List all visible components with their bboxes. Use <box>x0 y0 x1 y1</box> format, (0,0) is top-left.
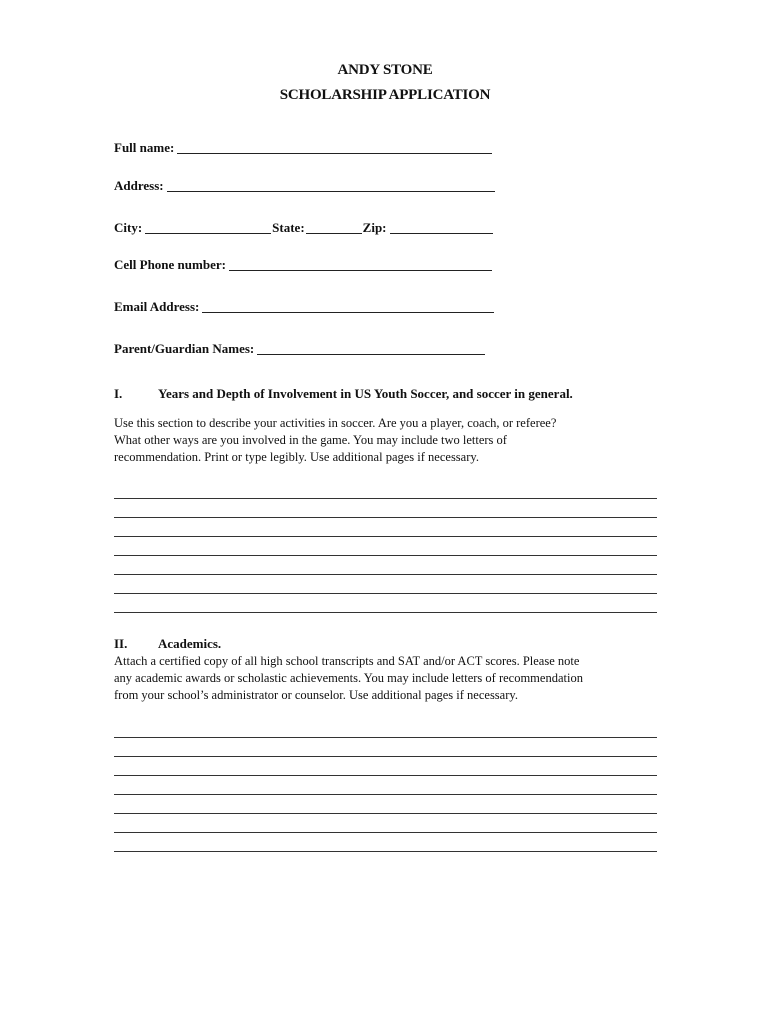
zip-field[interactable] <box>390 221 493 234</box>
section2-answer-line[interactable] <box>114 813 657 814</box>
section1-line: Use this section to describe your activities in soccer. Are you a player, coach, or referee? <box>114 416 557 430</box>
email-label: Email Address: <box>114 299 200 314</box>
section2-answer-line[interactable] <box>114 737 657 738</box>
section1-title: Years and Depth of Involvement in US Youth Soccer, and soccer in general. <box>158 386 573 401</box>
section1-line: recommendation. Print or type legibly. Use additional pages if necessary. <box>114 450 479 464</box>
section1-answer-line[interactable] <box>114 612 657 613</box>
section1-answer-line[interactable] <box>114 574 657 575</box>
section2-number: II. <box>114 636 128 651</box>
address-field[interactable] <box>167 179 495 192</box>
full-name-label: Full name: <box>114 140 175 155</box>
address-row <box>114 178 496 194</box>
full-name-field[interactable] <box>177 141 492 154</box>
section2-answer-line[interactable] <box>114 756 657 757</box>
cell-phone-row <box>114 257 493 273</box>
address-label: Address: <box>114 178 164 193</box>
section2-answer-line[interactable] <box>114 832 657 833</box>
section2-answer-line[interactable] <box>114 851 657 852</box>
section2-instructions <box>114 653 674 704</box>
section2-title: Academics. <box>158 636 222 651</box>
section1-answer-line[interactable] <box>114 517 657 518</box>
section2-line: any academic awards or scholastic achievements. You may include letters of recommendation <box>114 671 583 685</box>
section2-line: from your school’s administrator or counselor. Use additional pages if necessary. <box>114 688 518 702</box>
title-name: ANDY STONE <box>337 62 433 78</box>
section1-answer-line[interactable] <box>114 555 657 556</box>
section1-answer-line[interactable] <box>114 536 657 537</box>
city-state-zip-row <box>114 220 494 236</box>
section2-answer-line[interactable] <box>114 775 657 776</box>
section1-heading <box>114 386 573 402</box>
section1-answer-line[interactable] <box>114 498 657 499</box>
cell-phone-field[interactable] <box>229 258 492 271</box>
section2-line: Attach a certified copy of all high school transcripts and SAT and/or ACT scores. Please note <box>114 654 580 668</box>
guardian-row <box>114 341 486 357</box>
email-field[interactable] <box>202 300 494 313</box>
section1-line: What other ways are you involved in the game. You may include two letters of <box>114 433 507 447</box>
section2-heading <box>114 636 221 652</box>
city-label: City: <box>114 220 143 235</box>
section1-instructions <box>114 415 674 466</box>
section1-answer-line[interactable] <box>114 593 657 594</box>
email-row <box>114 299 495 315</box>
zip-label: Zip: <box>362 220 387 235</box>
guardian-label: Parent/Guardian Names: <box>114 341 255 356</box>
state-field[interactable] <box>306 221 362 234</box>
section1-number: I. <box>114 386 123 401</box>
state-label: State: <box>272 220 305 235</box>
guardian-field[interactable] <box>257 342 485 355</box>
title-application: SCHOLARSHIP APPLICATION <box>279 87 491 103</box>
cell-phone-label: Cell Phone number: <box>114 257 226 272</box>
full-name-row <box>114 140 493 156</box>
city-field[interactable] <box>145 221 271 234</box>
section2-answer-line[interactable] <box>114 794 657 795</box>
